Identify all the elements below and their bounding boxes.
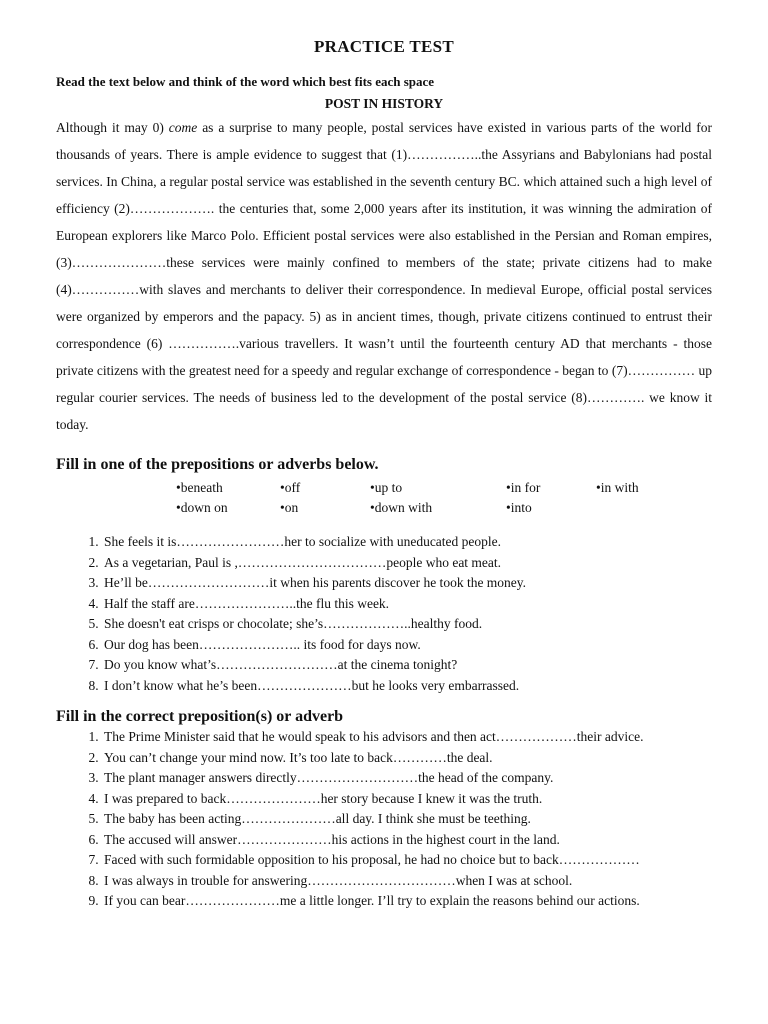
exercise-item: 7. Do you know what’s………………………at the cinema tonight? <box>102 655 712 676</box>
word-option: •on <box>280 500 299 515</box>
exercise-item: 1. The Prime Minister said that he would speak to his advisors and then act………………their advice. <box>102 727 712 748</box>
exercise-item: 9. If you can bear…………………me a little longer. I’ll try to explain the reasons behind our actions. <box>102 891 712 912</box>
word-option: •up to <box>370 480 403 495</box>
exercise-item: 2. As a vegetarian, Paul is ,……………………………people who eat meat. <box>102 553 712 574</box>
reading-instruction: Read the text below and think of the word which best fits each space <box>56 74 435 89</box>
exercise-item: 5. She doesn't eat crisps or chocolate; she’s………………..healthy food. <box>102 614 712 635</box>
exercise-item: 4. Half the staff are…………………..the flu this week. <box>102 594 712 615</box>
passage-text <box>56 114 712 438</box>
passage-text-start: Although it may 0) <box>56 120 169 135</box>
section2-list <box>56 727 712 912</box>
word-option: •in for <box>506 480 541 495</box>
word-option: •down on <box>176 500 228 515</box>
exercise-item: 2. You can’t change your mind now. It’s too late to back…………the deal. <box>102 748 712 769</box>
exercise-item: 7. Faced with such formidable opposition to his proposal, he had no choice but to back……………… <box>102 850 712 871</box>
exercise-item: 3. The plant manager answers directly………………………the head of the company. <box>102 768 712 789</box>
exercise-item: 8. I don’t know what he’s been…………………but he looks very embarrassed. <box>102 676 712 697</box>
word-option: •down with <box>370 500 433 515</box>
exercise-item: 1. She feels it is……………………her to socialize with uneducated people. <box>102 532 712 553</box>
word-option: •in with <box>596 480 639 495</box>
page-title: PRACTICE TEST <box>313 37 455 56</box>
exercise-item: 6. Our dog has been………………….. its food for days now. <box>102 635 712 656</box>
exercise-item: 8. I was always in trouble for answering……………………………when I was at school. <box>102 871 712 892</box>
word-options <box>176 478 712 518</box>
section1-heading: Fill in one of the prepositions or adverbs below. <box>56 456 379 473</box>
word-option: •beneath <box>176 480 223 495</box>
passage-text-rest: as a surprise to many people, postal services have existed in various parts of the world for thousands of years. There is ample evidence to suggest that (1)……………..the Assyrians and Babylonians had postal services. In China, a regular postal service was established in the seventh century BC. which attained such a high level of efficiency (2)………………. the centuries that, some 2,000 years after its institution, it was winning the admiration of European explorers like Marco Polo. Efficient postal services were also established in the Persian and Roman empires, (3)…………………these services were mainly confined to members of the state; private citizens had to make (4)……………with slaves and merchants to deliver their correspondence. In medieval Europe, official postal services were organized by emperors and the papacy. 5) as in ancient times, though, private citizens continued to entrust their correspondence (6) …………….various travellers. It wasn’t until the fourteenth century AD that merchants - those private citizens with the greatest need for a speedy and regular exchange of correspondence - began to (7)…………… up regular courier services. The needs of business led to the development of the postal service (8)…………. we know it today. <box>56 120 712 432</box>
word-option: •into <box>506 500 532 515</box>
example-answer: come <box>168 120 198 135</box>
exercise-item: 5. The baby has been acting…………………all day. I think she must be teething. <box>102 809 712 830</box>
passage-title: POST IN HISTORY <box>324 96 444 111</box>
exercise-item: 3. He’ll be………………………it when his parents discover he took the money. <box>102 573 712 594</box>
exercise-item: 4. I was prepared to back…………………her story because I knew it was the truth. <box>102 789 712 810</box>
section1-list <box>56 532 712 696</box>
exercise-item: 6. The accused will answer…………………his actions in the highest court in the land. <box>102 830 712 851</box>
word-option: •off <box>280 480 301 495</box>
section2-heading: Fill in the correct preposition(s) or adverb <box>56 708 344 725</box>
